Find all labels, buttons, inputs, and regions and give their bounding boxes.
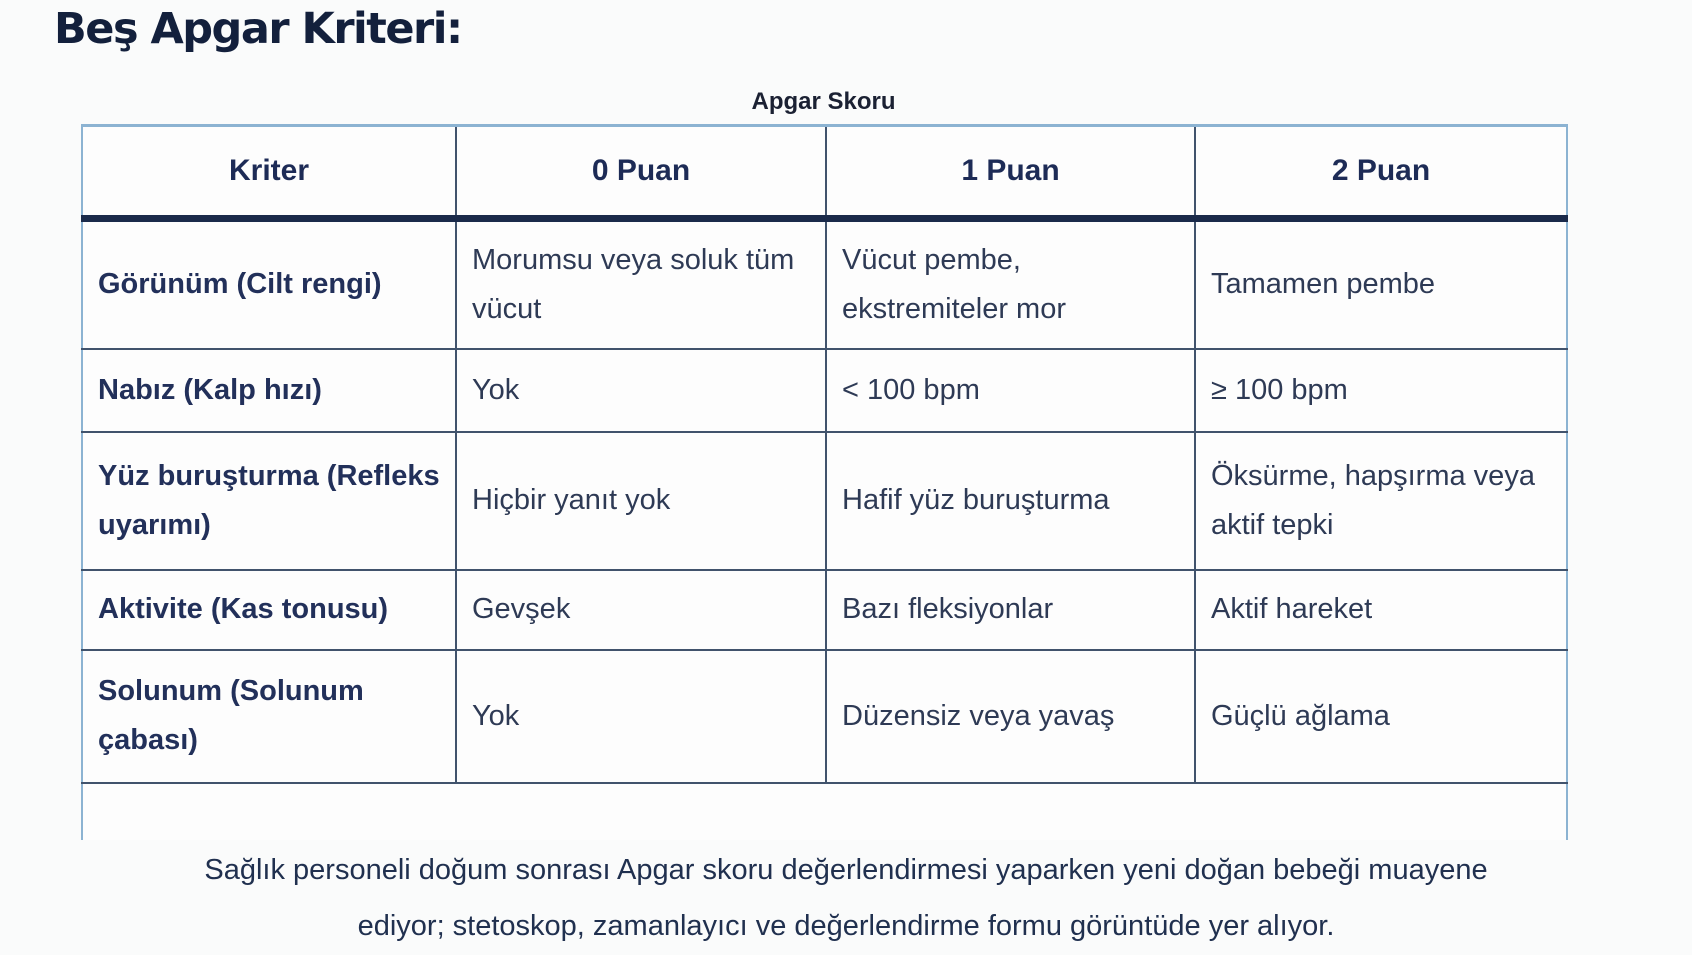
criterion-cell: Yüz buruşturma (Refleks uyarımı): [82, 432, 456, 570]
table-row: [82, 650, 1567, 783]
header-cell-1-puan: 1 Puan: [826, 126, 1195, 219]
table-row: [82, 432, 1567, 570]
table-row: [82, 570, 1567, 650]
score-2-cell: Öksürme, hapşırma veya aktif tepki: [1195, 432, 1567, 570]
score-1-cell: < 100 bpm: [826, 349, 1195, 432]
score-0-cell: Hiçbir yanıt yok: [456, 432, 826, 570]
page-title: Beş Apgar Kriteri:: [54, 4, 462, 54]
score-0-cell: Gevşek: [456, 570, 826, 650]
score-1-cell: Vücut pembe, ekstremiteler mor: [826, 219, 1195, 349]
apgar-score-table: [81, 124, 1568, 840]
score-2-cell: Güçlü ağlama: [1195, 650, 1567, 783]
criterion-cell: Aktivite (Kas tonusu): [82, 570, 456, 650]
score-0-cell: Morumsu veya soluk tüm vücut: [456, 219, 826, 349]
score-1-cell: Düzensiz veya yavaş: [826, 650, 1195, 783]
criterion-cell: Solunum (Solunum çabası): [82, 650, 456, 783]
score-1-cell: Bazı fleksiyonlar: [826, 570, 1195, 650]
header-cell-kriter: Kriter: [82, 126, 456, 219]
table-row: [82, 349, 1567, 432]
criterion-cell: Nabız (Kalp hızı): [82, 349, 456, 432]
score-0-cell: Yok: [456, 650, 826, 783]
empty-cut-off-cell: [82, 783, 1567, 840]
caption-line-1: Sağlık personeli doğum sonrası Apgar skoru değerlendirmesi yaparken yeni doğan bebeği muayene: [204, 854, 1488, 886]
header-cell-0-puan: 0 Puan: [456, 126, 826, 219]
caption-line-2: ediyor; stetoskop, zamanlayıcı ve değerlendirme formu görüntüde yer alıyor.: [357, 910, 1335, 942]
table-partial-row: [82, 783, 1567, 840]
score-2-cell: Aktif hareket: [1195, 570, 1567, 650]
criterion-cell: Görünüm (Cilt rengi): [82, 219, 456, 349]
score-0-cell: Yok: [456, 349, 826, 432]
image-description-caption: [0, 842, 1692, 954]
score-2-cell: Tamamen pembe: [1195, 219, 1567, 349]
table-title: Apgar Skoru: [751, 88, 896, 115]
score-1-cell: Hafif yüz buruşturma: [826, 432, 1195, 570]
table-row: [82, 219, 1567, 349]
score-2-cell: ≥ 100 bpm: [1195, 349, 1567, 432]
header-cell-2-puan: 2 Puan: [1195, 126, 1567, 219]
table-header-row: [82, 126, 1567, 219]
